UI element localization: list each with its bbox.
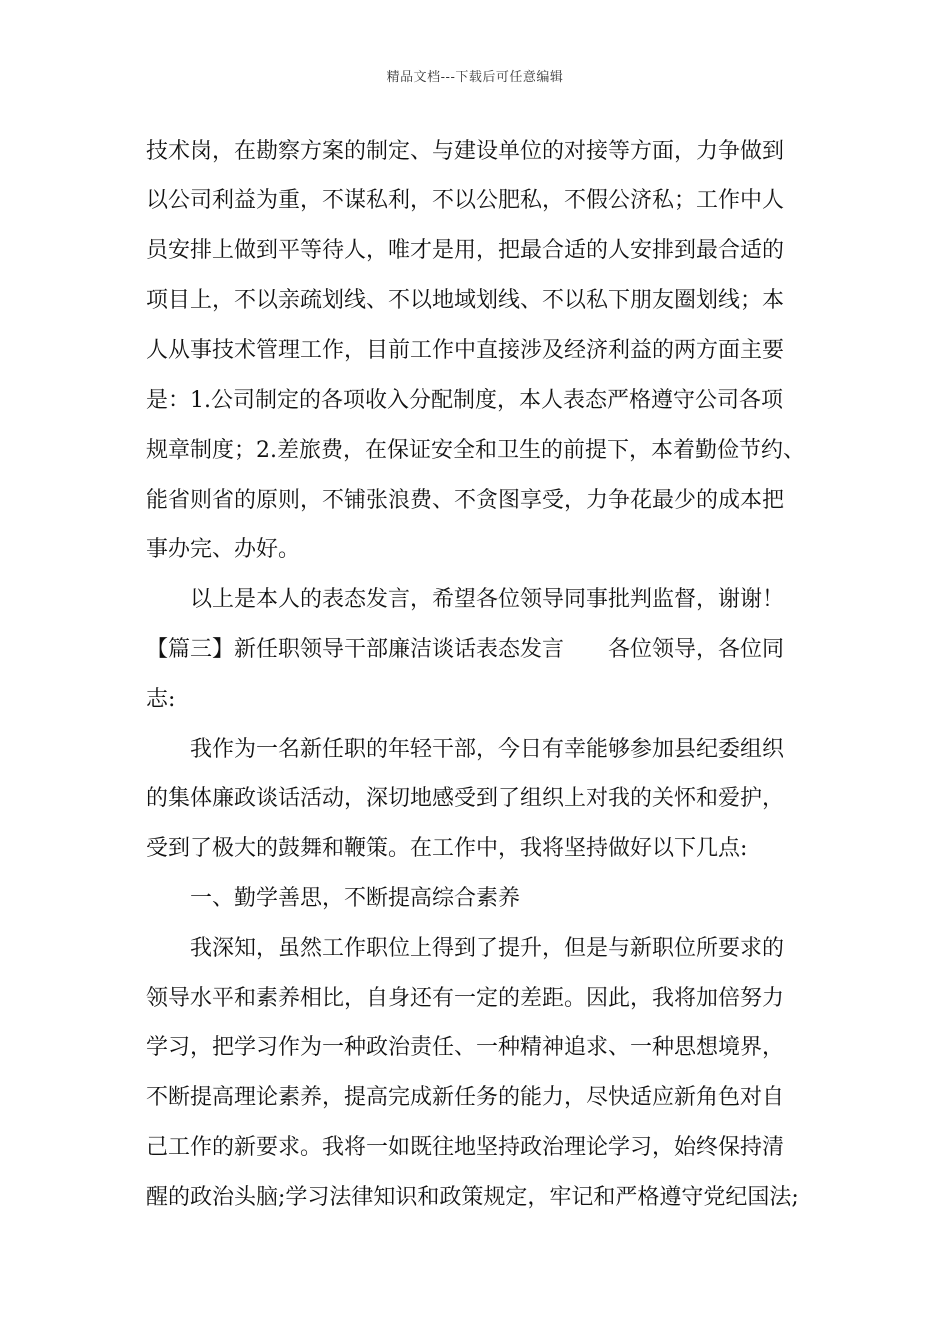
page-header: 精品文档---下载后可任意编辑 <box>386 70 564 85</box>
body-line: 员安排上做到平等待人，唯才是用，把最合适的人安排到最合适的 <box>146 238 785 263</box>
body-line: 的集体廉政谈话活动，深切地感受到了组织上对我的关怀和爱护， <box>146 786 785 811</box>
body-line: 是：1.公司制定的各项收入分配制度，本人表态严格遵守公司各项 <box>146 388 783 413</box>
body-line: 志: <box>146 687 176 712</box>
body-line: 领导水平和素养相比，自身还有一定的差距。因此，我将加倍努力 <box>146 986 785 1011</box>
body-line: 规章制度；2.差旅费，在保证安全和卫生的前提下，本着勤俭节约、 <box>146 438 805 463</box>
body-line: 能省则省的原则，不铺张浪费、不贪图享受，力争花最少的成本把 <box>146 488 785 513</box>
body-line: 学习，把学习作为一种政治责任、一种精神追求、一种思想境界， <box>146 1035 785 1060</box>
body-line: 以上是本人的表态发言，希望各位领导同事批判监督，谢谢！ <box>190 587 785 612</box>
body-line: 以公司利益为重，不谋私利，不以公肥私，不假公济私；工作中人 <box>146 188 785 213</box>
body-line: 不断提高理论素养，提高完成新任务的能力，尽快适应新角色对自 <box>146 1085 785 1110</box>
body-line: 人从事技术管理工作，目前工作中直接涉及经济利益的两方面主要 <box>146 338 785 363</box>
sub-heading: 一、勤学善思，不断提高综合素养 <box>190 886 521 911</box>
body-line: 己工作的新要求。我将一如既往地坚持政治理论学习，始终保持清 <box>146 1135 785 1160</box>
body-line: 我深知，虽然工作职位上得到了提升，但是与新职位所要求的 <box>190 936 785 961</box>
body-line: 事办完、办好。 <box>146 537 301 562</box>
body-line: 受到了极大的鼓舞和鞭策。在工作中，我将坚持做好以下几点: <box>146 836 748 861</box>
body-line: 项目上，不以亲疏划线、不以地域划线、不以私下朋友圈划线；本 <box>146 288 785 313</box>
body-line: 我作为一名新任职的年轻干部，今日有幸能够参加县纪委组织 <box>190 737 785 762</box>
body-line: 醒的政治头脑;学习法律知识和政策规定，牢记和严格遵守党纪国法; <box>146 1185 799 1210</box>
body-line: 技术岗，在勘察方案的制定、与建设单位的对接等方面，力争做到 <box>146 139 785 164</box>
section-heading: 【篇三】新任职领导干部廉洁谈话表态发言 各位领导，各位同 <box>146 637 785 662</box>
